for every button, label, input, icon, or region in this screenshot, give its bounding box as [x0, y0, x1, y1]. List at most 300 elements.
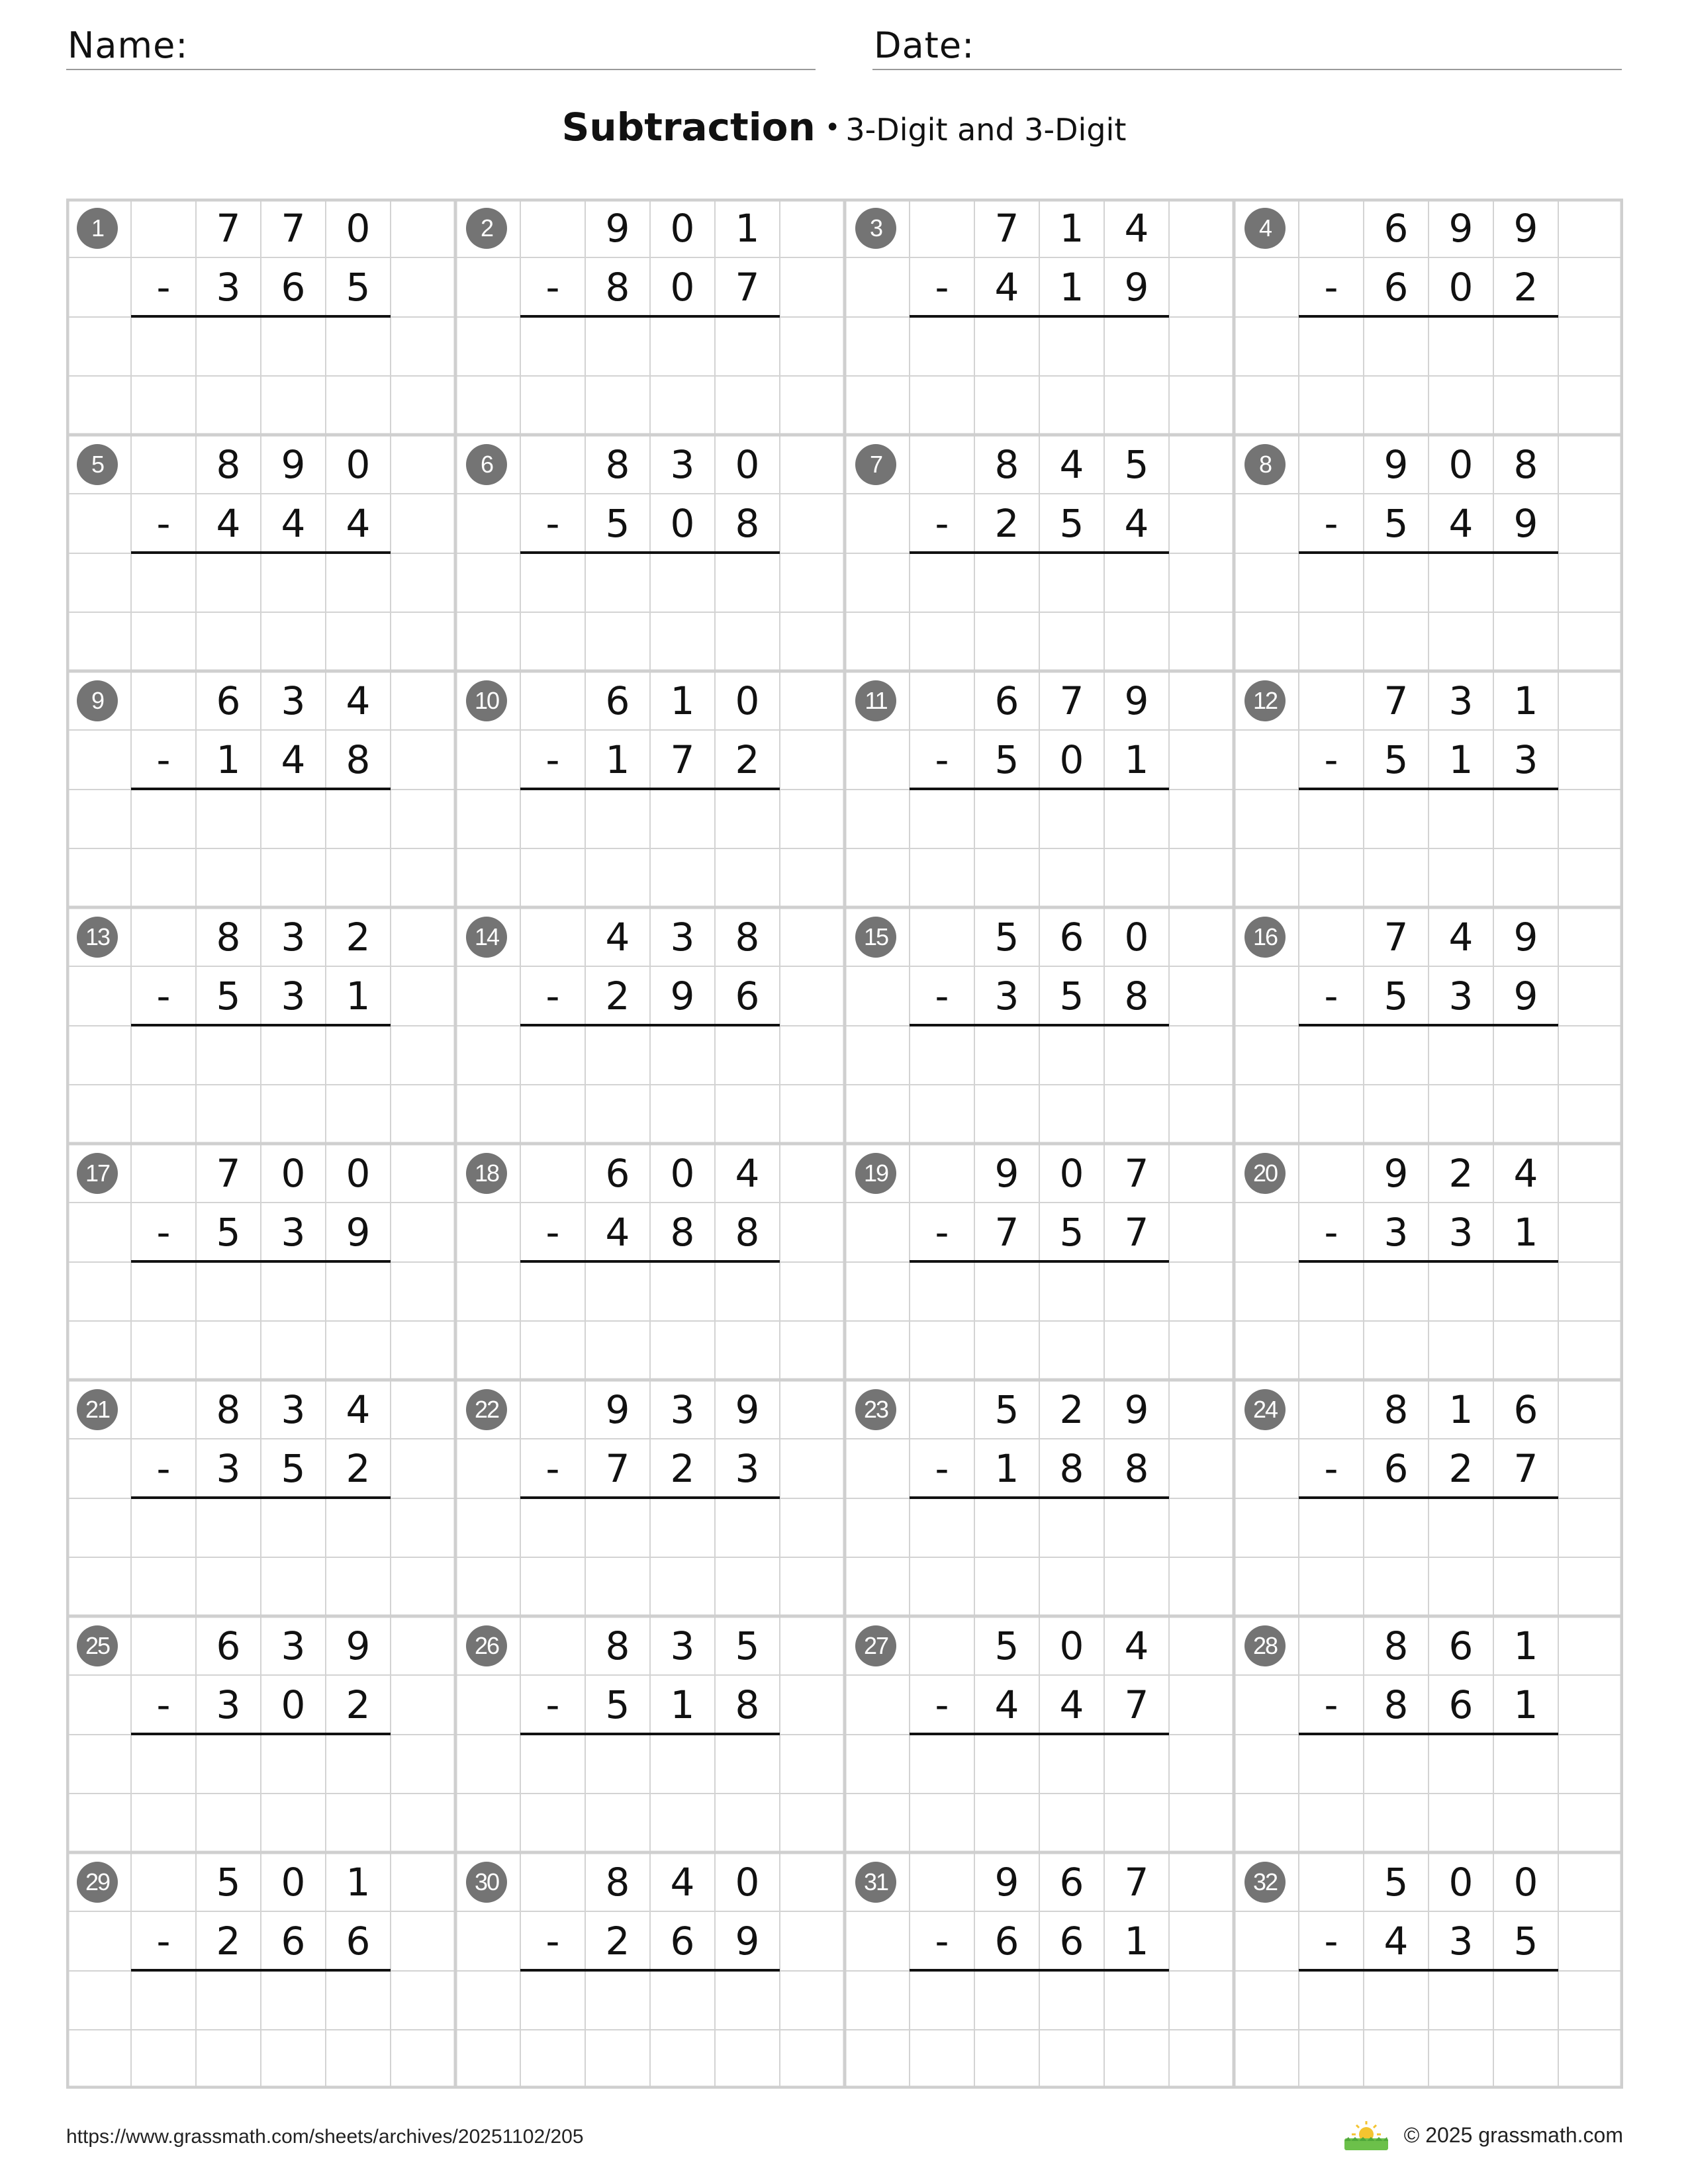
minuend-digit: 2	[1448, 1150, 1474, 1196]
problem-28	[1234, 1616, 1623, 1852]
minuend-digit: 3	[1448, 678, 1474, 723]
subtrahend-digit: 3	[216, 1682, 241, 1727]
answer-line	[520, 788, 780, 790]
minuend-digit: 9	[605, 1387, 630, 1432]
problem-4	[1234, 199, 1623, 435]
minuend-digit: 4	[346, 678, 371, 723]
minuend-digit: 8	[605, 1859, 630, 1905]
problem-number-badge: 8	[1244, 444, 1286, 485]
minuend-digit: 8	[1383, 1623, 1409, 1668]
problem-7	[845, 435, 1234, 671]
subtrahend-digit: 4	[1383, 1918, 1409, 1964]
minus-sign: -	[1324, 1445, 1338, 1491]
minuend-digit: 0	[346, 205, 371, 251]
minuend-digit: 3	[281, 914, 306, 960]
minuend-digit: 0	[670, 205, 695, 251]
title-separator: •	[824, 113, 841, 143]
answer-line	[131, 1496, 391, 1499]
answer-line	[520, 551, 780, 554]
subtrahend-digit: 3	[216, 1445, 241, 1491]
subtrahend-digit: 3	[1448, 1209, 1474, 1255]
answer-line	[1299, 1969, 1558, 1972]
minuend-digit: 6	[1448, 1623, 1474, 1668]
answer-line	[1299, 1496, 1558, 1499]
minus-sign: -	[156, 264, 171, 310]
subtrahend-digit: 1	[1513, 1209, 1538, 1255]
subtrahend-digit: 5	[1513, 1918, 1538, 1964]
subtrahend-digit: 4	[1448, 500, 1474, 546]
answer-line	[520, 1024, 780, 1026]
subtrahend-digit: 5	[605, 1682, 630, 1727]
problem-30	[455, 1852, 845, 2089]
subtrahend-digit: 1	[605, 737, 630, 782]
answer-line	[910, 1496, 1169, 1499]
subtrahend-digit: 6	[994, 1918, 1019, 1964]
minus-sign: -	[935, 973, 949, 1019]
minuend-digit: 0	[735, 1859, 760, 1905]
problem-number-badge: 6	[466, 444, 507, 485]
minuend-digit: 9	[1383, 1150, 1409, 1196]
sun-over-grass-icon	[1343, 2118, 1389, 2152]
minus-sign: -	[545, 737, 560, 782]
subtrahend-digit: 5	[1059, 973, 1084, 1019]
subtrahend-digit: 4	[994, 264, 1019, 310]
minuend-digit: 3	[281, 678, 306, 723]
problem-26	[455, 1616, 845, 1852]
answer-line	[520, 1260, 780, 1263]
subtrahend-digit: 1	[216, 737, 241, 782]
subtrahend-digit: 3	[735, 1445, 760, 1491]
subtrahend-digit: 5	[281, 1445, 306, 1491]
answer-line	[131, 551, 391, 554]
answer-line	[1299, 1260, 1558, 1263]
problem-number-badge: 24	[1244, 1389, 1286, 1430]
minuend-digit: 7	[994, 205, 1019, 251]
minus-sign: -	[935, 264, 949, 310]
answer-line	[131, 1969, 391, 1972]
problem-3	[845, 199, 1234, 435]
minuend-digit: 9	[994, 1150, 1019, 1196]
subtrahend-digit: 2	[605, 973, 630, 1019]
subtrahend-digit: 8	[1124, 973, 1149, 1019]
problem-number-badge: 28	[1244, 1625, 1286, 1666]
subtrahend-digit: 3	[1513, 737, 1538, 782]
subtrahend-digit: 6	[1383, 264, 1409, 310]
subtrahend-digit: 5	[1383, 737, 1409, 782]
problem-number-badge: 14	[466, 917, 507, 958]
minuend-digit: 7	[281, 205, 306, 251]
subtrahend-digit: 2	[1448, 1445, 1474, 1491]
minuend-digit: 0	[1059, 1623, 1084, 1668]
subtrahend-digit: 0	[670, 500, 695, 546]
subtrahend-digit: 7	[670, 737, 695, 782]
minus-sign: -	[935, 1918, 949, 1964]
minus-sign: -	[545, 1682, 560, 1727]
subtrahend-digit: 3	[1448, 973, 1474, 1019]
subtrahend-digit: 5	[216, 1209, 241, 1255]
subtrahend-digit: 0	[281, 1682, 306, 1727]
subtrahend-digit: 0	[670, 264, 695, 310]
minuend-digit: 8	[735, 914, 760, 960]
problem-number-badge: 17	[77, 1153, 118, 1194]
subtrahend-digit: 7	[735, 264, 760, 310]
subtrahend-digit: 9	[1513, 973, 1538, 1019]
answer-line	[131, 1260, 391, 1263]
minus-sign: -	[545, 1445, 560, 1491]
minuend-digit: 4	[1059, 441, 1084, 487]
answer-line	[520, 1969, 780, 1972]
problem-31	[845, 1852, 1234, 2089]
subtrahend-digit: 1	[1124, 737, 1149, 782]
problem-number-badge: 23	[855, 1389, 896, 1430]
subtrahend-digit: 3	[1448, 1918, 1474, 1964]
minus-sign: -	[156, 1445, 171, 1491]
problem-27	[845, 1616, 1234, 1852]
minuend-digit: 5	[994, 1623, 1019, 1668]
problem-1	[66, 199, 455, 435]
minus-sign: -	[935, 1209, 949, 1255]
subtrahend-digit: 2	[670, 1445, 695, 1491]
minus-sign: -	[545, 1209, 560, 1255]
worksheet-title	[0, 105, 1688, 150]
minuend-digit: 6	[216, 1623, 241, 1668]
subtrahend-digit: 3	[994, 973, 1019, 1019]
footer-url: https://www.grassmath.com/sheets/archives/20251102/205	[66, 2126, 584, 2148]
problem-number-badge: 12	[1244, 680, 1286, 721]
answer-line	[520, 1496, 780, 1499]
subtrahend-digit: 9	[735, 1918, 760, 1964]
footer-brand	[1343, 2115, 1623, 2155]
problem-number-badge: 27	[855, 1625, 896, 1666]
problem-6	[455, 435, 845, 671]
problem-number-badge: 3	[855, 208, 896, 249]
problem-24	[1234, 1380, 1623, 1616]
minuend-digit: 7	[1124, 1150, 1149, 1196]
subtrahend-digit: 2	[346, 1445, 371, 1491]
subtrahend-digit: 5	[216, 973, 241, 1019]
minuend-digit: 3	[670, 1387, 695, 1432]
problem-number-badge: 20	[1244, 1153, 1286, 1194]
problem-number-badge: 16	[1244, 917, 1286, 958]
subtrahend-digit: 8	[346, 737, 371, 782]
subtrahend-digit: 8	[735, 1209, 760, 1255]
problem-2	[455, 199, 845, 435]
minuend-digit: 5	[735, 1623, 760, 1668]
minuend-digit: 0	[735, 678, 760, 723]
minuend-digit: 6	[1383, 205, 1409, 251]
subtrahend-digit: 5	[1059, 1209, 1084, 1255]
subtrahend-digit: 6	[1383, 1445, 1409, 1491]
minuend-digit: 8	[1513, 441, 1538, 487]
minuend-digit: 4	[605, 914, 630, 960]
subtrahend-digit: 9	[670, 973, 695, 1019]
minus-sign: -	[545, 500, 560, 546]
minuend-digit: 5	[216, 1859, 241, 1905]
problem-number-badge: 7	[855, 444, 896, 485]
subtrahend-digit: 5	[994, 737, 1019, 782]
minuend-digit: 9	[1383, 441, 1409, 487]
subtrahend-digit: 4	[281, 500, 306, 546]
subtrahend-digit: 1	[1059, 264, 1084, 310]
answer-line	[131, 788, 391, 790]
title-subtitle: 3-Digit and 3-Digit	[845, 112, 1127, 148]
problem-number-badge: 22	[466, 1389, 507, 1430]
minuend-digit: 8	[605, 441, 630, 487]
subtrahend-digit: 9	[1124, 264, 1149, 310]
minuend-digit: 9	[1124, 1387, 1149, 1432]
problem-12	[1234, 671, 1623, 907]
subtrahend-digit: 7	[1124, 1682, 1149, 1727]
problem-grid	[66, 199, 1623, 2089]
problem-5	[66, 435, 455, 671]
minuend-digit: 4	[346, 1387, 371, 1432]
subtrahend-digit: 6	[1059, 1918, 1084, 1964]
minuend-digit: 0	[1124, 914, 1149, 960]
problem-number-badge: 10	[466, 680, 507, 721]
problem-8	[1234, 435, 1623, 671]
answer-line	[910, 788, 1169, 790]
subtrahend-digit: 2	[735, 737, 760, 782]
date-label: Date:	[874, 24, 975, 66]
minuend-digit: 6	[605, 678, 630, 723]
minuend-digit: 4	[670, 1859, 695, 1905]
answer-line	[910, 551, 1169, 554]
problem-22	[455, 1380, 845, 1616]
subtrahend-digit: 5	[605, 500, 630, 546]
problem-23	[845, 1380, 1234, 1616]
subtrahend-digit: 5	[1059, 500, 1084, 546]
subtrahend-digit: 8	[1124, 1445, 1149, 1491]
minuend-digit: 3	[670, 914, 695, 960]
minuend-digit: 9	[1513, 914, 1538, 960]
problem-number-badge: 1	[77, 208, 118, 249]
problem-number-badge: 25	[77, 1625, 118, 1666]
date-field[interactable]	[872, 23, 1622, 70]
subtrahend-digit: 7	[1513, 1445, 1538, 1491]
minuend-digit: 4	[1448, 914, 1474, 960]
minuend-digit: 9	[1124, 678, 1149, 723]
problem-number-badge: 15	[855, 917, 896, 958]
minus-sign: -	[545, 264, 560, 310]
minuend-digit: 4	[1513, 1150, 1538, 1196]
answer-line	[131, 315, 391, 318]
minuend-digit: 7	[1124, 1859, 1149, 1905]
subtrahend-digit: 4	[1059, 1682, 1084, 1727]
subtrahend-digit: 8	[735, 1682, 760, 1727]
subtrahend-digit: 5	[1383, 973, 1409, 1019]
minuend-digit: 0	[281, 1150, 306, 1196]
problem-number-badge: 9	[77, 680, 118, 721]
minuend-digit: 0	[1448, 1859, 1474, 1905]
minuend-digit: 4	[1124, 1623, 1149, 1668]
answer-line	[131, 1733, 391, 1735]
subtrahend-digit: 2	[216, 1918, 241, 1964]
minuend-digit: 0	[735, 441, 760, 487]
answer-line	[1299, 551, 1558, 554]
answer-line	[910, 1733, 1169, 1735]
answer-line	[1299, 1733, 1558, 1735]
minuend-digit: 5	[1383, 1859, 1409, 1905]
minuend-digit: 9	[605, 205, 630, 251]
minuend-digit: 3	[670, 1623, 695, 1668]
minuend-digit: 1	[1448, 1387, 1474, 1432]
problem-20	[1234, 1144, 1623, 1380]
minus-sign: -	[156, 500, 171, 546]
subtrahend-digit: 1	[1124, 1918, 1149, 1964]
subtrahend-digit: 4	[994, 1682, 1019, 1727]
subtrahend-digit: 6	[670, 1918, 695, 1964]
subtrahend-digit: 0	[1448, 264, 1474, 310]
minuend-digit: 6	[1059, 1859, 1084, 1905]
answer-line	[910, 1024, 1169, 1026]
minus-sign: -	[1324, 973, 1338, 1019]
minuend-digit: 9	[735, 1387, 760, 1432]
minuend-digit: 4	[735, 1150, 760, 1196]
minus-sign: -	[1324, 1209, 1338, 1255]
minuend-digit: 2	[1059, 1387, 1084, 1432]
minuend-digit: 6	[994, 678, 1019, 723]
minuend-digit: 0	[281, 1859, 306, 1905]
minus-sign: -	[1324, 500, 1338, 546]
minuend-digit: 8	[994, 441, 1019, 487]
problem-14	[455, 907, 845, 1144]
subtrahend-digit: 1	[670, 1682, 695, 1727]
problem-10	[455, 671, 845, 907]
minuend-digit: 7	[216, 205, 241, 251]
subtrahend-digit: 3	[281, 1209, 306, 1255]
minuend-digit: 1	[1513, 678, 1538, 723]
minuend-digit: 3	[281, 1387, 306, 1432]
problem-number-badge: 32	[1244, 1862, 1286, 1903]
subtrahend-digit: 0	[1059, 737, 1084, 782]
problem-number-badge: 13	[77, 917, 118, 958]
subtrahend-digit: 4	[216, 500, 241, 546]
subtrahend-digit: 7	[1124, 1209, 1149, 1255]
problem-number-badge: 19	[855, 1153, 896, 1194]
minuend-digit: 1	[735, 205, 760, 251]
answer-line	[1299, 315, 1558, 318]
minus-sign: -	[1324, 264, 1338, 310]
minus-sign: -	[935, 1682, 949, 1727]
minuend-digit: 3	[281, 1623, 306, 1668]
minus-sign: -	[935, 500, 949, 546]
subtrahend-digit: 1	[994, 1445, 1019, 1491]
problem-21	[66, 1380, 455, 1616]
subtrahend-digit: 2	[1513, 264, 1538, 310]
title-main: Subtraction	[561, 105, 816, 150]
minuend-digit: 8	[216, 914, 241, 960]
problem-19	[845, 1144, 1234, 1380]
problem-9	[66, 671, 455, 907]
problem-number-badge: 31	[855, 1862, 896, 1903]
name-field[interactable]	[66, 23, 816, 70]
problem-15	[845, 907, 1234, 1144]
subtrahend-digit: 5	[1383, 500, 1409, 546]
minuend-digit: 5	[994, 1387, 1019, 1432]
problem-13	[66, 907, 455, 1144]
subtrahend-digit: 1	[346, 973, 371, 1019]
subtrahend-digit: 6	[281, 1918, 306, 1964]
minuend-digit: 9	[994, 1859, 1019, 1905]
minuend-digit: 7	[216, 1150, 241, 1196]
problem-number-badge: 11	[855, 680, 896, 721]
minuend-digit: 0	[1513, 1859, 1538, 1905]
minuend-digit: 8	[216, 1387, 241, 1432]
answer-line	[520, 1733, 780, 1735]
subtrahend-digit: 8	[605, 264, 630, 310]
problem-number-badge: 30	[466, 1862, 507, 1903]
answer-line	[1299, 1024, 1558, 1026]
minus-sign: -	[935, 737, 949, 782]
problem-25	[66, 1616, 455, 1852]
minuend-digit: 0	[346, 1150, 371, 1196]
minus-sign: -	[545, 973, 560, 1019]
minus-sign: -	[545, 1918, 560, 1964]
minuend-digit: 9	[346, 1623, 371, 1668]
answer-line	[910, 315, 1169, 318]
minuend-digit: 4	[1124, 205, 1149, 251]
subtrahend-digit: 3	[216, 264, 241, 310]
answer-line	[910, 1969, 1169, 1972]
subtrahend-digit: 5	[346, 264, 371, 310]
minuend-digit: 6	[216, 678, 241, 723]
minuend-digit: 7	[1059, 678, 1084, 723]
minuend-digit: 5	[994, 914, 1019, 960]
subtrahend-digit: 6	[346, 1918, 371, 1964]
minus-sign: -	[1324, 1682, 1338, 1727]
answer-line	[131, 1024, 391, 1026]
subtrahend-digit: 7	[605, 1445, 630, 1491]
minuend-digit: 1	[1513, 1623, 1538, 1668]
problem-number-badge: 21	[77, 1389, 118, 1430]
subtrahend-digit: 6	[735, 973, 760, 1019]
subtrahend-digit: 6	[1448, 1682, 1474, 1727]
minuend-digit: 3	[670, 441, 695, 487]
answer-line	[910, 1260, 1169, 1263]
problem-number-badge: 26	[466, 1625, 507, 1666]
minuend-digit: 7	[1383, 914, 1409, 960]
subtrahend-digit: 1	[1513, 1682, 1538, 1727]
minuend-digit: 8	[605, 1623, 630, 1668]
name-label: Name:	[68, 24, 189, 66]
subtrahend-digit: 4	[1124, 500, 1149, 546]
minuend-digit: 9	[281, 441, 306, 487]
problem-29	[66, 1852, 455, 2089]
subtrahend-digit: 7	[994, 1209, 1019, 1255]
problem-number-badge: 5	[77, 444, 118, 485]
subtrahend-digit: 8	[1059, 1445, 1084, 1491]
problem-16	[1234, 907, 1623, 1144]
subtrahend-digit: 3	[281, 973, 306, 1019]
minus-sign: -	[156, 973, 171, 1019]
subtrahend-digit: 2	[346, 1682, 371, 1727]
answer-line	[520, 315, 780, 318]
subtrahend-digit: 3	[1383, 1209, 1409, 1255]
minuend-digit: 0	[346, 441, 371, 487]
problem-18	[455, 1144, 845, 1380]
minuend-digit: 0	[1448, 441, 1474, 487]
subtrahend-digit: 8	[1383, 1682, 1409, 1727]
problem-32	[1234, 1852, 1623, 2089]
minuend-digit: 6	[1513, 1387, 1538, 1432]
subtrahend-digit: 8	[670, 1209, 695, 1255]
minuend-digit: 0	[1059, 1150, 1084, 1196]
problem-number-badge: 18	[466, 1153, 507, 1194]
minuend-digit: 6	[605, 1150, 630, 1196]
subtrahend-digit: 8	[735, 500, 760, 546]
minuend-digit: 2	[346, 914, 371, 960]
minuend-digit: 5	[1124, 441, 1149, 487]
